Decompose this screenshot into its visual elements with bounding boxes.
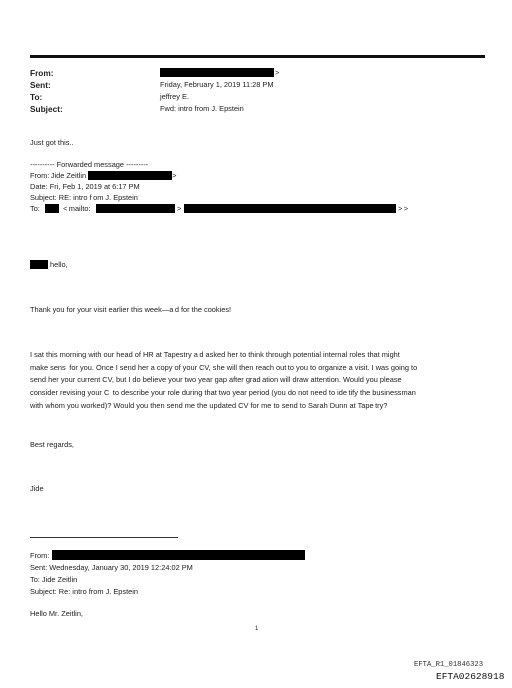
reply-from-label: From: [30, 551, 50, 560]
fwd-to-mid: > [177, 204, 182, 213]
redaction-fwd-to-2 [96, 204, 175, 213]
header-divider [30, 55, 485, 58]
redaction-fwd-to-3 [184, 204, 396, 213]
reply-greeting: Hello Mr. Zeitlin, [30, 609, 83, 618]
page-number: 1 [255, 626, 259, 632]
thanks-text: Thank you for your visit earlier this week—a d for the cookies! [30, 305, 232, 314]
footer-code-1: EFTA_R1_01846323 [414, 661, 484, 669]
reply-separator-line [30, 537, 178, 538]
fwd-to-end: > > [398, 204, 409, 213]
paragraph-line: send her your current CV, but I do believe your two year gap after grad ation will draw attention. Would you please [30, 375, 402, 385]
paragraph-line: make sens for you. Once I send her a copy of your CV, she will then reach out to you to organize a visit. I was going to [30, 362, 418, 372]
signature-text: Jide [30, 484, 44, 493]
footer-code-2: EFTA02628918 [436, 671, 505, 682]
intro-text: Just got this.. [30, 138, 74, 147]
fwd-from-tail: > [172, 171, 177, 180]
reply-sent: Sent: Wednesday, January 30, 2019 12:24:02 PM [30, 563, 193, 572]
paragraph-line: I sat this morning with our head of HR at Tapestry a d asked her to think through potential internal roles that might [30, 350, 400, 359]
redaction-reply-from [52, 550, 305, 560]
paragraph-line: with whom you worked)? Would you then send me the updated CV for me to send to Sarah Dunn at Tape try? [30, 400, 388, 410]
redaction-fwd-to-1 [45, 204, 59, 213]
greeting-text: hello, [50, 260, 68, 269]
closing-text: Best regards, [30, 440, 74, 449]
fwd-date: Date: Fri, Feb 1, 2019 at 6:17 PM [30, 182, 140, 191]
to-value: jeffrey E. [160, 92, 190, 101]
redaction-from [160, 68, 274, 77]
sent-label: Sent: [30, 80, 51, 90]
fwd-from-text: From: Jide Zeitlin [30, 171, 87, 180]
fwd-to-mailto: < mailto: [63, 204, 91, 213]
from-label: From: [30, 68, 54, 78]
to-label: To: [30, 92, 43, 102]
subject-label: Subject: [30, 104, 63, 114]
redaction-greeting-name [30, 260, 48, 269]
reply-subject: Subject: Re: intro from J. Epstein [30, 587, 139, 596]
sent-value: Friday, February 1, 2019 11:28 PM [160, 80, 274, 89]
main-paragraph [30, 349, 485, 413]
paragraph-line: consider revising your C to describe your role during that two year period (you do not need to ide tify the businessman [30, 388, 416, 398]
reply-to: To: Jide Zeitlin [30, 575, 78, 584]
redaction-fwd-from [88, 171, 172, 180]
fwd-to-label: To: [30, 204, 40, 213]
subject-value: Fwd: intro from J. Epstein [160, 104, 244, 113]
from-value-tail: > [275, 68, 280, 77]
fwd-from-line [30, 171, 177, 180]
fwd-subject: Subject: RE: intro f om J. Epstein [30, 193, 138, 202]
forwarded-header: ---------- Forwarded message --------- [30, 160, 149, 169]
